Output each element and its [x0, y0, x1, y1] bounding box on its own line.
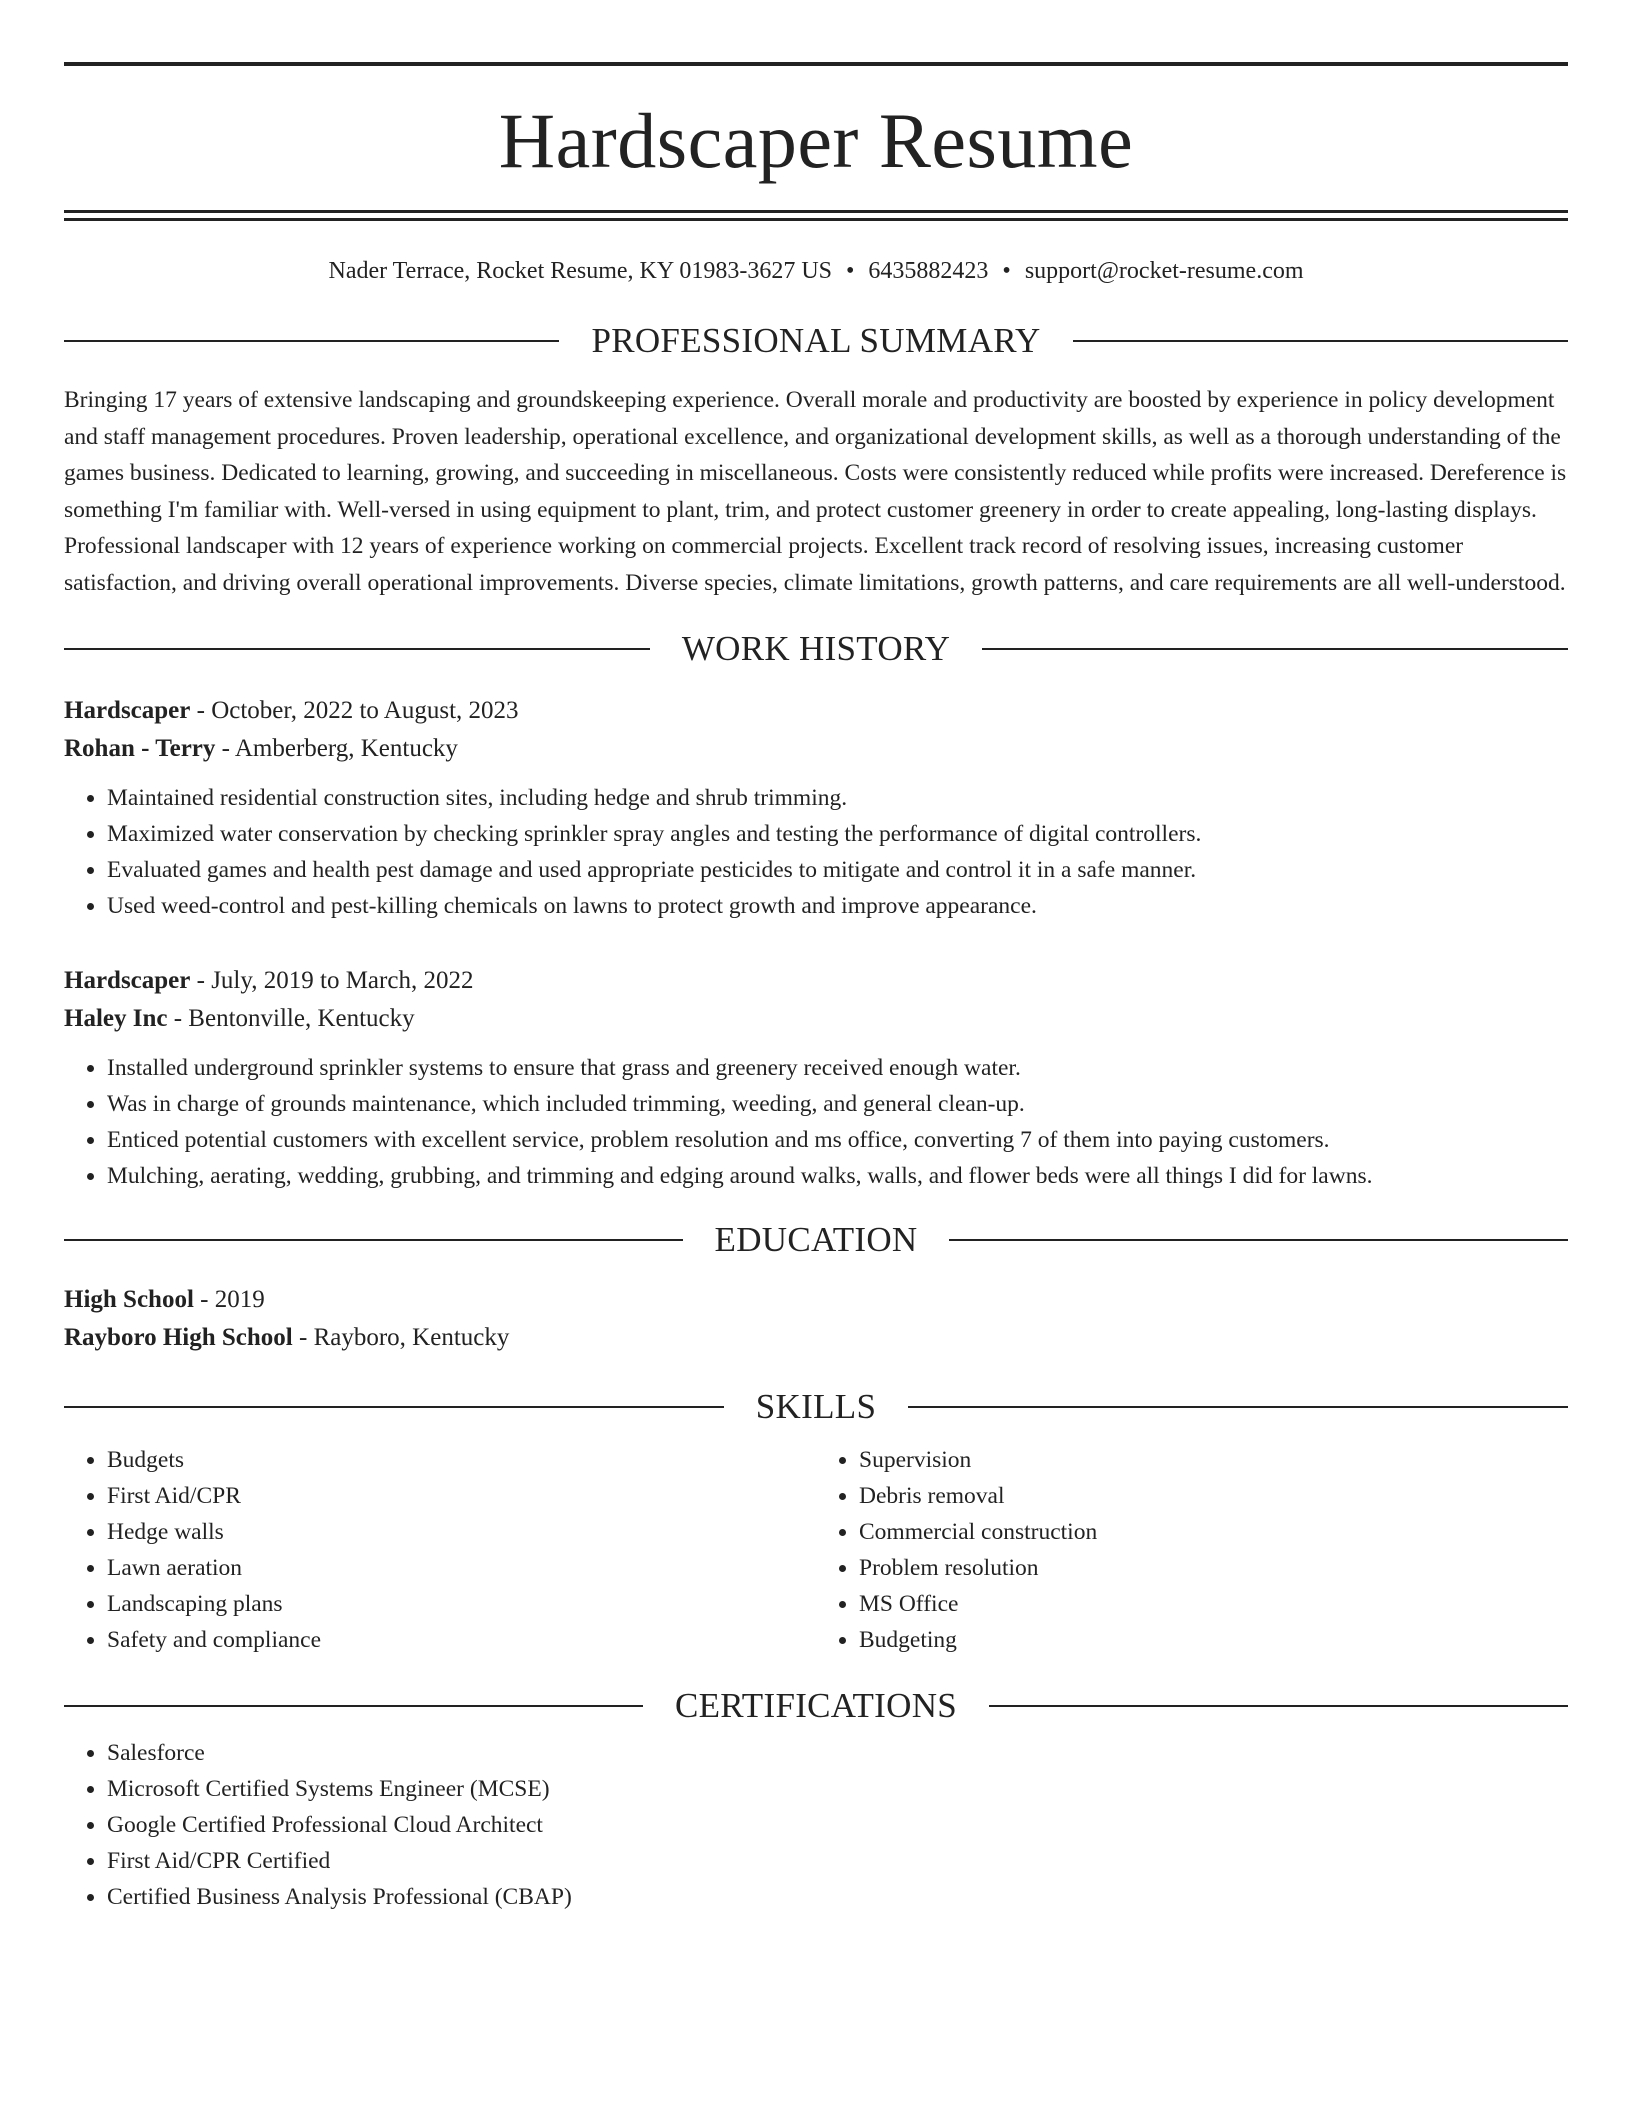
- section-heading-education: [64, 1222, 1568, 1257]
- education-degree-line: [64, 1281, 1568, 1319]
- list-item: • First Aid/CPR: [107, 1478, 816, 1514]
- education-school-line: [64, 1319, 1568, 1357]
- contact-address: Nader Terrace, Rocket Resume, KY 01983-3627 US: [328, 258, 833, 284]
- section-heading-summary: [64, 323, 1568, 358]
- skills-grid: [64, 1442, 1568, 1658]
- list-item: • Certified Business Analysis Professional (CBAP): [107, 1879, 1568, 1915]
- heading-rule-left: [64, 1239, 683, 1241]
- job-dates: - July, 2019 to March, 2022: [190, 967, 474, 994]
- heading-rule-left: [64, 1406, 724, 1408]
- list-item: • Salesforce: [107, 1735, 1568, 1771]
- list-item: • Maintained residential construction sites, including hedge and shrub trimming.: [107, 780, 1568, 816]
- list-item: • Used weed-control and pest-killing chemicals on lawns to protect growth and improve appearance.: [107, 888, 1568, 924]
- list-item: • Mulching, aerating, wedding, grubbing, and trimming and edging around walks, walls, and flower beds were all things I did for lawns.: [107, 1158, 1568, 1194]
- job-company-line: [64, 1000, 1568, 1038]
- job-title: Hardscaper: [64, 697, 191, 724]
- section-title: WORK HISTORY: [681, 629, 951, 668]
- list-item: • Landscaping plans: [107, 1586, 816, 1622]
- certifications-list: [64, 1735, 1568, 1915]
- list-item: • Budgeting: [859, 1622, 1568, 1658]
- section-heading-work-history: [64, 631, 1568, 666]
- job-company: Haley Inc: [64, 1005, 168, 1032]
- top-rule: [64, 62, 1568, 66]
- list-item: • First Aid/CPR Certified: [107, 1843, 1568, 1879]
- job-title: Hardscaper: [64, 967, 191, 994]
- list-item: • Enticed potential customers with excellent service, problem resolution and ms office, converting 7 of them into paying customers.: [107, 1122, 1568, 1158]
- education-entry: [64, 1281, 1568, 1357]
- section-title: SKILLS: [755, 1387, 877, 1426]
- list-item: • Hedge walls: [107, 1514, 816, 1550]
- heading-rule-right: [989, 1705, 1568, 1707]
- contact-separator: •: [846, 258, 855, 284]
- professional-summary-text: Bringing 17 years of extensive landscaping and groundskeeping experience. Overall morale and productivity are boosted by experience in policy development and staff management procedures. Proven leadership, operational excellence, and organizational development skills, as well as a thorough understanding of the games business. Dedicated to learning, growing, and succeeding in miscellaneous. Costs were consistently reduced while profits were increased. Dereference is something I'm familiar with. Well-versed in using equipment to plant, trim, and protect customer greenery in order to create appealing, long-lasting displays. Professional landscaper with 12 years of experience working on commercial projects. Excellent track record of resolving issues, increasing customer satisfaction, and driving overall operational improvements. Diverse species, climate limitations, growth patterns, and care requirements are all well-understood.: [64, 387, 1567, 596]
- list-item: • Google Certified Professional Cloud Architect: [107, 1807, 1568, 1843]
- list-item: • Was in charge of grounds maintenance, which included trimming, weeding, and general clean-up.: [107, 1086, 1568, 1122]
- list-item: • MS Office: [859, 1586, 1568, 1622]
- heading-rule-right: [982, 648, 1568, 650]
- heading-rule-right: [1073, 340, 1568, 342]
- education-location: - Rayboro, Kentucky: [292, 1324, 510, 1351]
- job-location: - Bentonville, Kentucky: [167, 1005, 415, 1032]
- contact-separator: •: [1002, 258, 1011, 284]
- heading-rule-right: [908, 1406, 1568, 1408]
- job-company: Rohan - Terry: [64, 735, 216, 762]
- list-item: • Lawn aeration: [107, 1550, 816, 1586]
- skills-list-left: [64, 1442, 816, 1658]
- contact-line: [64, 259, 1568, 283]
- job-location: - Amberberg, Kentucky: [215, 735, 458, 762]
- skills-list-right: [816, 1442, 1568, 1658]
- contact-email: support@rocket-resume.com: [1024, 258, 1304, 284]
- list-item: • Evaluated games and health pest damage and used appropriate pesticides to mitigate and control it in a safe manner.: [107, 852, 1568, 888]
- job-entry: [64, 692, 1568, 924]
- heading-rule-left: [64, 340, 559, 342]
- education-school: Rayboro High School: [64, 1324, 293, 1351]
- job-bullets: [64, 780, 1568, 924]
- education-degree: High School: [64, 1286, 194, 1313]
- list-item: • Installed underground sprinkler systems to ensure that grass and greenery received enough water.: [107, 1050, 1568, 1086]
- section-title: EDUCATION: [714, 1220, 918, 1259]
- job-entry: [64, 962, 1568, 1194]
- list-item: • Supervision: [859, 1442, 1568, 1478]
- section-heading-skills: [64, 1389, 1568, 1424]
- list-item: • Commercial construction: [859, 1514, 1568, 1550]
- job-dates: - October, 2022 to August, 2023: [190, 697, 519, 724]
- list-item: • Debris removal: [859, 1478, 1568, 1514]
- list-item: • Microsoft Certified Systems Engineer (MCSE): [107, 1771, 1568, 1807]
- contact-phone: 6435882423: [868, 258, 989, 284]
- list-item: • Problem resolution: [859, 1550, 1568, 1586]
- heading-rule-left: [64, 1705, 643, 1707]
- title-double-rule: [64, 210, 1568, 221]
- job-bullets: [64, 1050, 1568, 1194]
- heading-rule-right: [949, 1239, 1568, 1241]
- resume-title: Hardscaper Resume: [498, 97, 1134, 184]
- education-year: - 2019: [193, 1286, 265, 1313]
- list-item: • Budgets: [107, 1442, 816, 1478]
- list-item: • Maximized water conservation by checking sprinkler spray angles and testing the performance of digital controllers.: [107, 816, 1568, 852]
- section-heading-certifications: [64, 1688, 1568, 1723]
- job-title-line: [64, 962, 1568, 1000]
- section-title: PROFESSIONAL SUMMARY: [591, 321, 1041, 360]
- heading-rule-left: [64, 648, 650, 650]
- list-item: • Safety and compliance: [107, 1622, 816, 1658]
- section-title: CERTIFICATIONS: [674, 1686, 958, 1725]
- job-company-line: [64, 730, 1568, 768]
- job-title-line: [64, 692, 1568, 730]
